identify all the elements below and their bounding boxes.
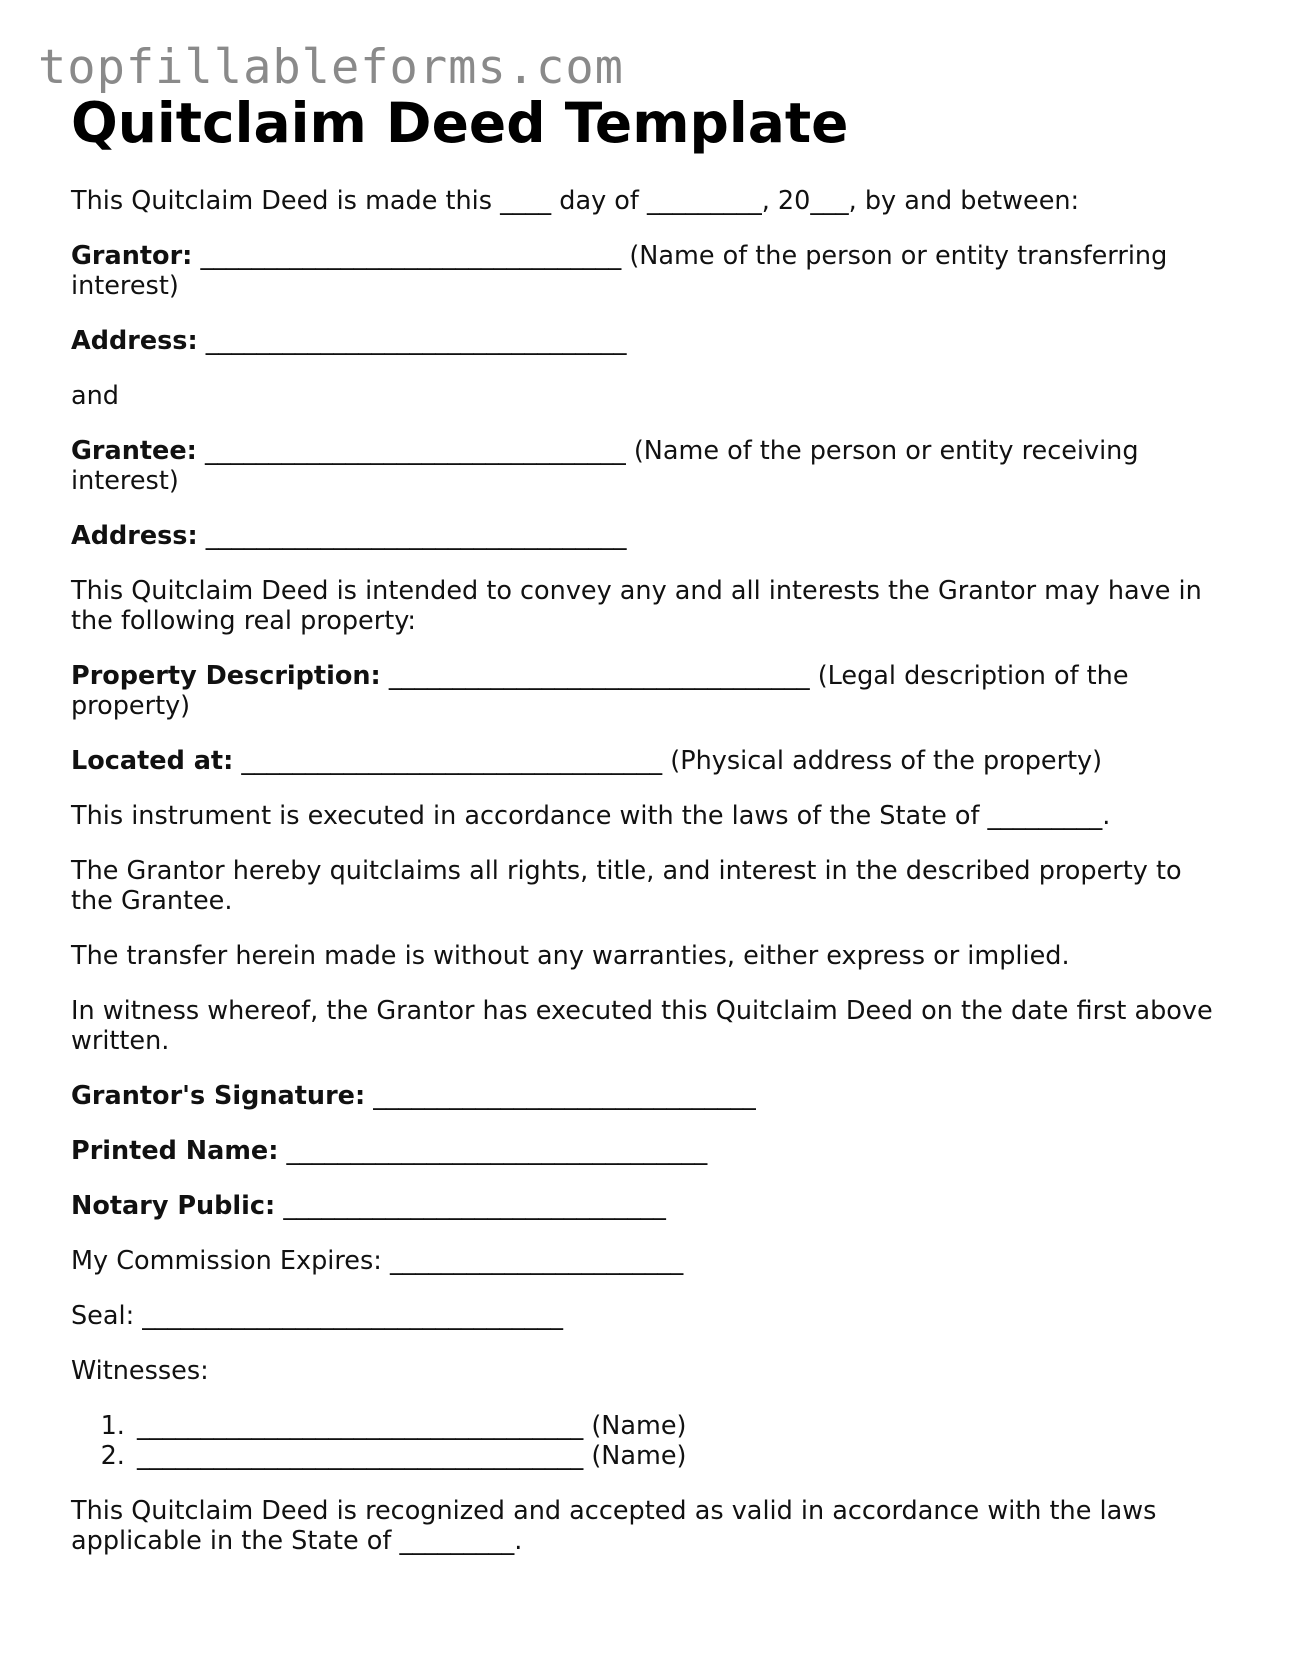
- property-description-row: [71, 661, 1231, 721]
- witnesses-label: Witnesses:: [71, 1356, 209, 1386]
- closing-paragraph: This Quitclaim Deed is recognized and accepted as valid in accordance with the laws applicable in the State of _________.: [71, 1496, 1157, 1556]
- commission-expires-field[interactable]: _______________________: [389, 1246, 684, 1276]
- property-description-label: Property Description:: [71, 661, 381, 691]
- grantee-note: (Name of the person or entity receiving interest): [71, 436, 1139, 496]
- warranty-paragraph: The transfer herein made is without any warranties, either express or implied.: [71, 941, 1070, 971]
- located-at-label: Located at:: [71, 746, 234, 776]
- notary-public-field[interactable]: ______________________________: [283, 1191, 666, 1221]
- property-description-field[interactable]: _________________________________: [388, 661, 810, 691]
- printed-name-field[interactable]: _________________________________: [286, 1136, 708, 1166]
- grantor-label: Grantor:: [71, 241, 193, 271]
- grantee-address-row: [71, 521, 1231, 551]
- located-at-note: (Physical address of the property): [670, 746, 1103, 776]
- printed-name-label: Printed Name:: [71, 1136, 279, 1166]
- deed-body: [71, 186, 1231, 1581]
- grantor-address-label: Address:: [71, 326, 198, 356]
- grantor-note: (Name of the person or entity transferring interest): [71, 241, 1168, 301]
- notary-public-row: [71, 1191, 1231, 1221]
- witness-1-field[interactable]: ___________________________________: [137, 1411, 584, 1441]
- grantor-signature-row: [71, 1081, 1231, 1111]
- grantee-row: [71, 436, 1231, 496]
- watermark: topfillableforms.com: [38, 40, 624, 95]
- grantor-signature-field[interactable]: ______________________________: [373, 1081, 756, 1111]
- convey-paragraph: This Quitclaim Deed is intended to convey any and all interests the Grantor may have in the following real property:: [71, 576, 1202, 636]
- seal-field[interactable]: _________________________________: [142, 1301, 564, 1331]
- notary-public-label: Notary Public:: [71, 1191, 276, 1221]
- laws-paragraph: This instrument is executed in accordance with the laws of the State of _________.: [71, 801, 1111, 831]
- grantor-address-field[interactable]: _________________________________: [205, 326, 627, 356]
- located-at-field[interactable]: _________________________________: [241, 746, 663, 776]
- grantee-address-label: Address:: [71, 521, 198, 551]
- grantor-field[interactable]: _________________________________: [200, 241, 622, 271]
- grantor-signature-label: Grantor's Signature:: [71, 1081, 366, 1111]
- seal-row: [71, 1301, 1231, 1331]
- witness-whereof-paragraph: In witness whereof, the Grantor has executed this Quitclaim Deed on the date first above written.: [71, 996, 1213, 1056]
- witness-item: [133, 1411, 1231, 1441]
- grantee-address-field[interactable]: _________________________________: [205, 521, 627, 551]
- witnesses-list: [71, 1411, 1231, 1471]
- and-text: and: [71, 381, 119, 411]
- grantor-row: [71, 241, 1231, 301]
- page-title: Quitclaim Deed Template: [71, 91, 849, 155]
- witness-item: [133, 1441, 1231, 1471]
- grantee-label: Grantee:: [71, 436, 197, 466]
- quitclaims-paragraph: The Grantor hereby quitclaims all rights, title, and interest in the described property to the Grantee.: [71, 856, 1182, 916]
- property-description-note: (Legal description of the property): [71, 661, 1129, 721]
- grantee-field[interactable]: _________________________________: [204, 436, 626, 466]
- witness-2-field[interactable]: ___________________________________: [137, 1441, 584, 1471]
- witness-1-note: (Name): [591, 1411, 687, 1441]
- commission-expires-row: [71, 1246, 1231, 1276]
- printed-name-row: [71, 1136, 1231, 1166]
- commission-expires-label: My Commission Expires:: [71, 1246, 382, 1276]
- seal-label: Seal:: [71, 1301, 135, 1331]
- witness-2-note: (Name): [591, 1441, 687, 1471]
- located-at-row: [71, 746, 1231, 776]
- intro-paragraph: This Quitclaim Deed is made this ____ day of _________, 20___, by and between:: [71, 186, 1080, 216]
- grantor-address-row: [71, 326, 1231, 356]
